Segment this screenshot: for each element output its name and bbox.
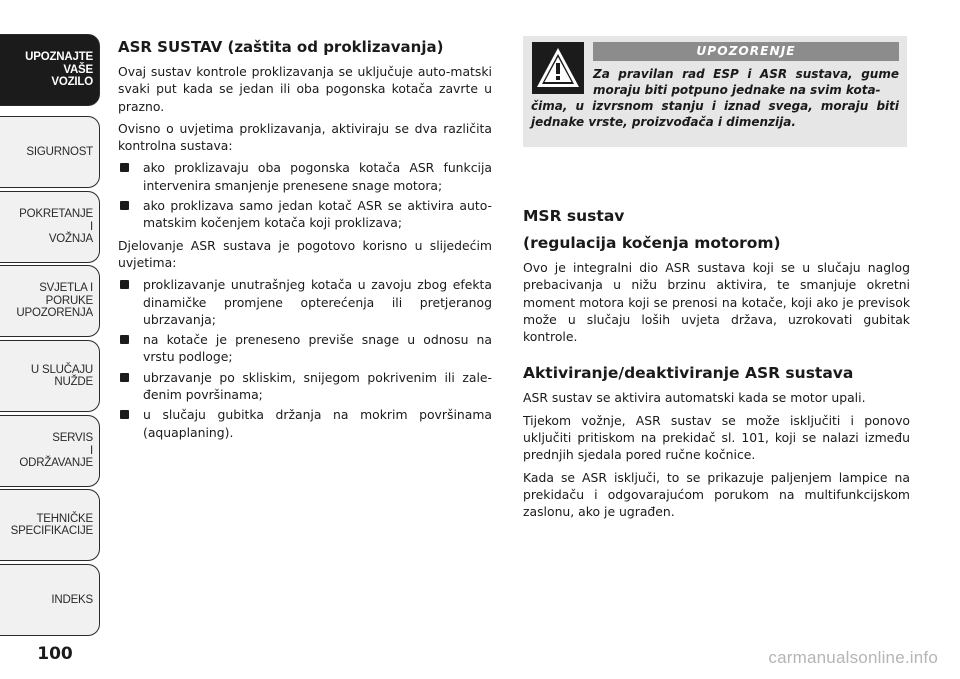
square-bullet-icon [120, 373, 129, 382]
square-bullet-icon [120, 201, 129, 210]
tab-label-line: POKRETANJE [19, 208, 93, 221]
list-item-text: u slučaju gubitka držanja na mokrim površinama (aquaplaning). [143, 407, 492, 440]
tab-sigurnost[interactable] [0, 116, 100, 188]
tab-label-line: SVJETLA I [39, 282, 93, 295]
tab-label-line: VAŠE [63, 63, 93, 76]
tab-label-line: ODRŽAVANJE [19, 457, 93, 470]
tab-label-line: SERVIS [52, 432, 93, 445]
square-bullet-icon [120, 163, 129, 172]
paragraph: ASR sustav se aktivira automatski kada se motor upali. [523, 390, 866, 406]
tab-indeks[interactable] [0, 564, 100, 636]
paragraph: Kada se ASR isključi, to se prikazuje paljenjem lampice na prekidaču i odgovarajućom porukom na multifunkcijskom zaslonu, ako je ugrađen. [523, 469, 910, 520]
list-item [118, 197, 492, 232]
square-bullet-icon [120, 410, 129, 419]
tab-label-line: INDEKS [51, 593, 93, 606]
list-item-text: ako proklizavaju oba pogonska kotača ASR funkcija intervenira smanjenje prenesene snage motora; [143, 160, 492, 193]
warning-text-full: čima, u izvrsnom stanju i iznad svega, moraju biti jednake vrste, proizvođača i dimenzija. [531, 99, 899, 129]
list-item [118, 331, 492, 366]
list-item-text: proklizavanje unutrašnjeg kotača u zavoju zbog efekta dinamičke promjene opterećenja ili pretjeranog ubrzavanja; [143, 277, 492, 327]
warning-box [523, 36, 907, 147]
right-column [523, 207, 910, 526]
paragraph: Ovisno o uvjetima proklizavanja, aktiviraju se dva različita kontrolna sustava: [118, 120, 492, 154]
msr-heading: MSR sustav [523, 207, 625, 225]
warning-text [531, 66, 899, 130]
tab-label-line: VOZILO [51, 76, 93, 89]
tab-label-line: NUŽDE [54, 376, 93, 388]
warning-title: UPOZORENJE [593, 42, 899, 61]
tab-label-line: VOŽNJA [48, 233, 93, 246]
square-bullet-icon [120, 335, 129, 344]
tab-upoznajte-vase-vozilo[interactable] [0, 34, 100, 106]
tab-servis-i-odrzavanje[interactable] [0, 415, 100, 487]
tab-label-line: PORUKE [45, 294, 93, 307]
paragraph: Djelovanje ASR sustava je pogotovo korisno u slijedećim uvjetima: [118, 237, 492, 270]
tab-label-line: I [90, 220, 93, 233]
tab-label-line: U SLUČAJU [30, 363, 93, 376]
paragraph: Ovaj sustav kontrole proklizavanja se uključuje auto-matski svaki put kada se jedan ili oba pogonska kotača zavrte u prazno. [118, 64, 492, 114]
bullet-list [118, 276, 492, 441]
asr-activation-heading: Aktiviranje/deaktiviranje ASR sustava [523, 364, 854, 383]
tab-pokretanje-i-voznja[interactable] [0, 191, 100, 263]
msr-subheading: (regulacija kočenja motorom) [523, 234, 781, 252]
tab-label-line: SPECIFIKACIJE [10, 525, 93, 537]
list-item-text: ako proklizava samo jedan kotač ASR se aktivira auto-matskim kočenjem kotača koji proklizava; [143, 198, 492, 231]
watermark-text: carmanualsonline.info [768, 648, 938, 667]
tab-label-line: I [90, 444, 93, 457]
list-item [118, 159, 492, 194]
tab-label-line: SIGURNOST [26, 145, 93, 158]
tab-label-line: UPOZORENJA [16, 307, 93, 320]
tab-svjetla-i-poruke-upozorenja[interactable] [0, 265, 100, 337]
list-item [118, 406, 492, 441]
list-item-text: na kotače je preneseno previše snage u odnosu na vrstu podloge; [143, 332, 492, 365]
list-item [118, 369, 492, 404]
paragraph: Ovo je integralni dio ASR sustava koji se u slučaju naglog prebacivanja u nižu brzinu aktivira, te smanjuje okretni moment motora koji se prenosi na kotače, koji ako je previsok može u slučaju loših uvjeta država, uzrokovati gubitak kontrole. [523, 260, 910, 345]
list-item [118, 276, 492, 328]
tab-label-line: UPOZNAJTE [25, 51, 93, 64]
paragraph: Tijekom vožnje, ASR sustav se može isključiti i ponovo uključiti pritiskom na prekidač sl. 101, koji se nalazi između prednjih sjedala pored ručne kočnice. [523, 412, 910, 463]
asr-heading: ASR SUSTAV (zaštita od proklizavanja) [118, 38, 444, 56]
tab-u-slucaju-nuzde[interactable] [0, 340, 100, 412]
left-column [118, 38, 492, 446]
list-item-text: ubrzavanje po skliskim, snijegom pokrivenim ili zale-đenim površinama; [143, 369, 492, 403]
tab-tehnicke-specifikacije[interactable] [0, 489, 100, 561]
page-number: 100 [37, 644, 73, 664]
warning-triangle-icon [532, 42, 584, 94]
square-bullet-icon [120, 280, 129, 289]
tab-label-line: TEHNIČKE [36, 512, 93, 525]
bullet-list [118, 159, 492, 231]
warning-text-indented: Za pravilan rad ESP i ASR sustava, gume moraju biti potpuno jednake na svim kota- [593, 67, 899, 97]
